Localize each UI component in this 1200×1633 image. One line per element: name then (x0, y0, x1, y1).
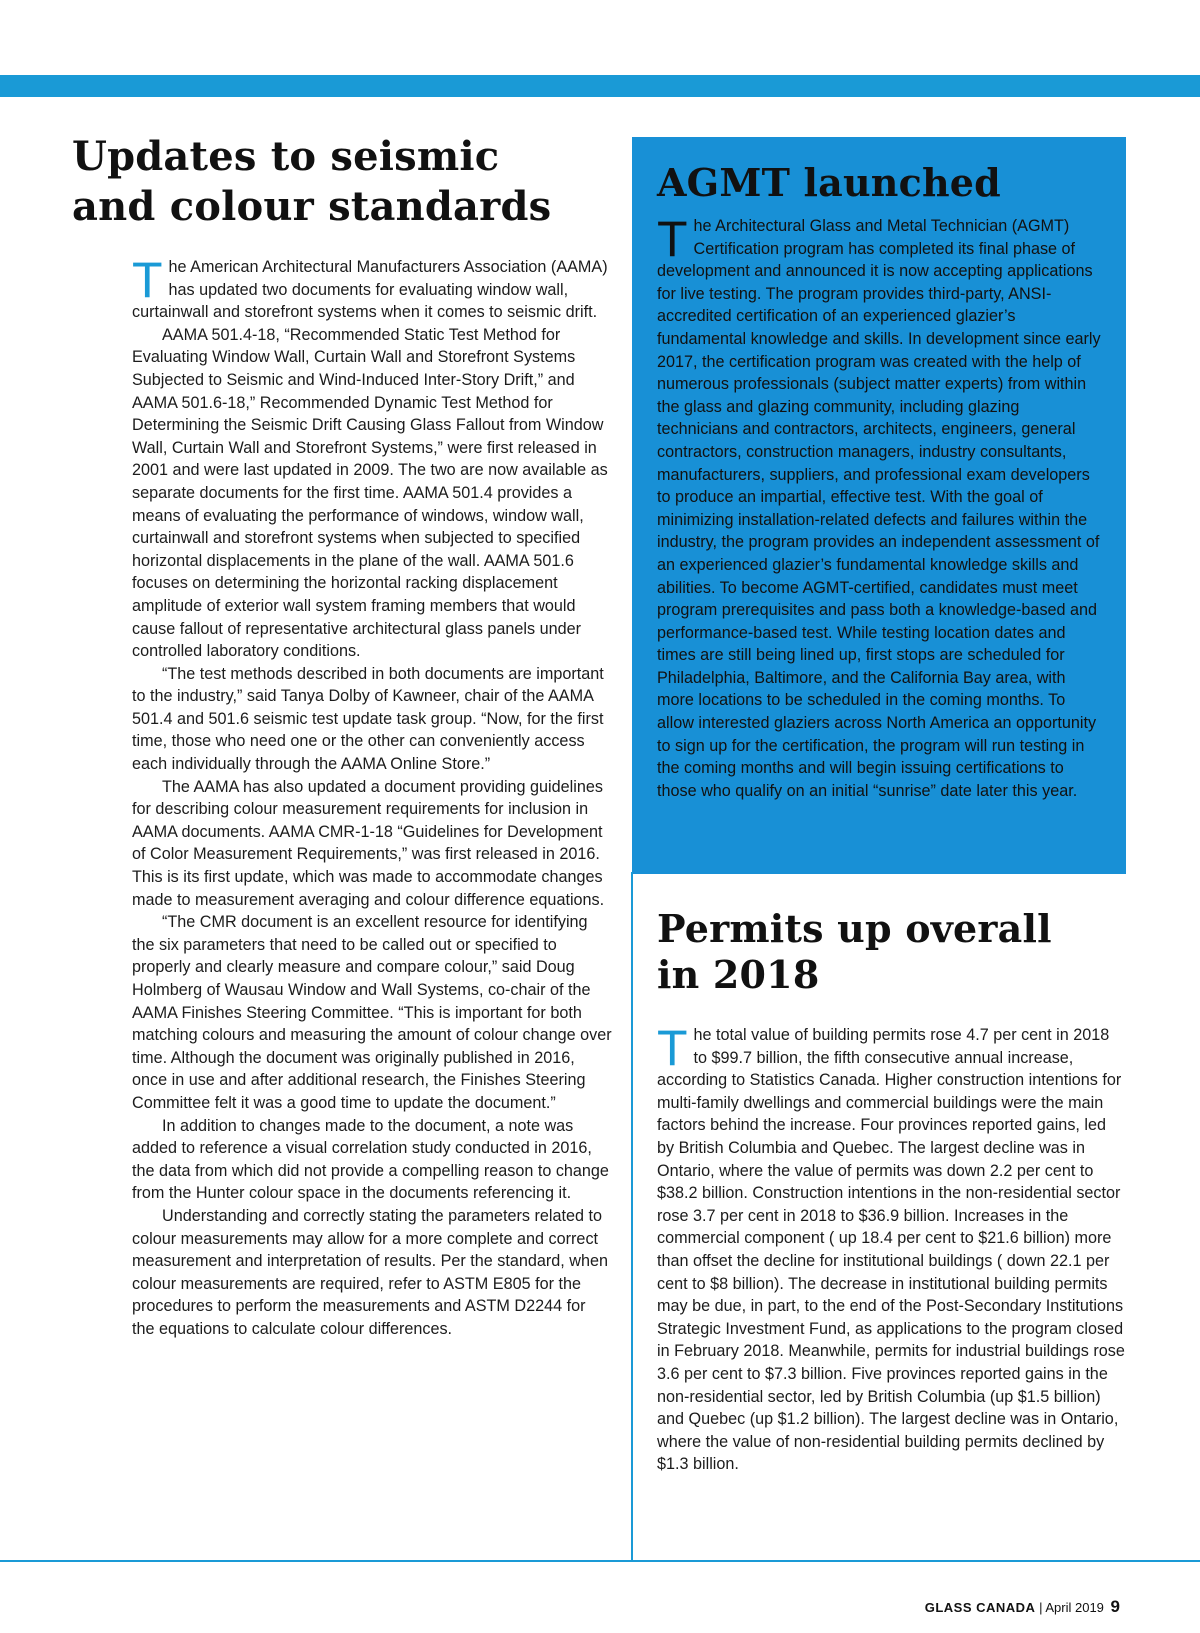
article-paragraph: Understanding and correctly stating the parameters related to colour measurements may allow for a more complete and correct measurement and interpretation of results. Per the standard, when colour measurements are required, refer to ASTM E805 for the procedures to perform the measurements and ASTM D2244 for the equations to calculate colour differences. (132, 1206, 608, 1338)
drop-cap: T (657, 1020, 688, 1076)
article-seismic-colour (72, 132, 612, 1341)
article-body (657, 211, 1104, 802)
article-body (132, 252, 612, 1341)
article-paragraph (132, 252, 612, 324)
issue-date: April 2019 (1045, 1600, 1104, 1615)
article-body (657, 1020, 1127, 1476)
article-paragraph: “The test methods described in both documents are important to the industry,” said Tanya Dolby of Kawneer, chair of the AAMA 501.4 and 501.6 seismic test update task group. “Now, for the first time, those who need one or the other can conveniently access each individually through the AAMA Online Store.” (132, 664, 604, 774)
article-title: AGMT launched (657, 160, 1001, 205)
column-divider (631, 872, 633, 1562)
article-title: Permits up overall in 2018 (657, 906, 1052, 997)
drop-cap: T (657, 211, 688, 267)
footer-separator: | (1039, 1600, 1043, 1615)
article-paragraph (657, 1020, 1127, 1476)
article-permits (657, 906, 1127, 1476)
article-paragraph (657, 211, 1104, 802)
paragraph-text: he Architectural Glass and Metal Technician (AGMT) Certification program has completed its final phase of development and announced it is now accepting applications for live testing. The program provides third-party, ANSI-accredited certification of an experienced glazier’s fundamental knowledge and skills. In development since early 2017, the certification program was created with the help of numerous professionals (subject matter experts) from within the glass and glazing community, including glazing technicians and contractors, architects, engineers, general contractors, construction managers, industry consultants, manufacturers, suppliers, and professional exam developers to produce an impartial, effective test. With the goal of minimizing installation-related defects and failures within the industry, the program provides an independent assessment of an experienced glazier’s fundamental knowledge skills and abilities. To become AGMT-certified, candidates must meet program prerequisites and pass both a knowledge-based and performance-based test. While testing location dates and times are still being lined up, first stops are scheduled for Philadelphia, Baltimore, and the California Bay area, with more locations to be scheduled in the coming months. To allow interested glaziers across North America an opportunity to sign up for the certification, the program will run testing in the coming months and will begin issuing certifications to those who qualify on an initial “sunrise” date later this year. (657, 217, 1101, 800)
footer-rule (0, 1560, 1200, 1562)
article-title: Updates to seismic and colour standards (72, 133, 552, 230)
article-agmt-box (632, 137, 1126, 874)
paragraph-text: he total value of building permits rose 4.7 per cent in 2018 to $99.7 billion, the fifth consecutive annual increase, according to Statistics Canada. Higher construction intentions for multi-family dwellings and commercial buildings were the main factors behind the increase. Four provinces reported gains, led by British Columbia and Quebec. The largest decline was in Ontario, where the value of permits was down 2.2 per cent to $38.2 billion. Construction intentions in the non-residential sector rose 3.7 per cent in 2018 to $36.9 billion. Increases in the commercial component ( up 18.4 per cent to $21.6 billion) more than offset the decline for institutional buildings ( down 22.1 per cent to $8 billion). The decrease in institutional building permits may be due, in part, to the end of the Post-Secondary Institutions Strategic Investment Fund, as applications to the program closed in February 2018. Meanwhile, permits for industrial buildings rose 3.6 per cent to $7.3 billion. Five provinces reported gains in the non-residential sector, led by British Columbia (up $1.5 billion) and Quebec (up $1.2 billion). The largest decline was in Ontario, where the value of non-residential building permits declined by $1.3 billion. (657, 1026, 1125, 1474)
paragraph-text: he American Architectural Manufacturers Association (AAMA) has updated two documents for evaluating window wall, curtainwall and storefront systems when it comes to seismic drift. (132, 258, 608, 322)
article-paragraph: In addition to changes made to the document, a note was added to reference a visual correlation study conducted in 2016, the data from which did not provide a compelling reason to change from the Hunter colour space in the documents referencing it. (132, 1116, 609, 1203)
page-footer (925, 1597, 1120, 1617)
article-paragraph: AAMA 501.4-18, “Recommended Static Test Method for Evaluating Window Wall, Curtain Wall and Storefront Systems Subjected to Seismic and Wind-Induced Inter-Story Drift,” and AAMA 501.6-18,” Recommended Dynamic Test Method for Determining the Seismic Drift Causing Glass Fallout from Window Wall, Curtain Wall and Storefront Systems,” were first released in 2001 and were last updated in 2009. The two are now available as separate documents for the first time. AAMA 501.4 provides a means of evaluating the performance of windows, window wall, curtainwall and storefront systems when subjected to specified horizontal displacements in the plane of the wall. AAMA 501.6 focuses on determining the horizontal racking displacement amplitude of exterior wall system framing members that would cause fallout of representative architectural glass panels under controlled laboratory conditions. (132, 325, 608, 661)
page-number: 9 (1110, 1597, 1120, 1616)
header-accent-bar (0, 75, 1200, 97)
article-paragraph: The AAMA has also updated a document providing guidelines for describing colour measurement requirements for inclusion in AAMA documents. AAMA CMR-1-18 “Guidelines for Development of Color Measurement Requirements,” was first released in 2016. This is its first update, which was made to accommodate changes made to measurement averaging and colour difference equations. (132, 777, 605, 909)
drop-cap: T (132, 252, 163, 308)
magazine-name: GLASS CANADA (924, 1600, 1036, 1615)
article-paragraph: “The CMR document is an excellent resource for identifying the six parameters that need to be called out or specified to properly and clearly measure and compare colour,” said Doug Holmberg of Wausau Window and Wall Systems, co-chair of the AAMA Finishes Steering Committee. “This is important for both matching colours and measuring the amount of colour change over time. Although the document was originally published in 2016, once in use and after additional research, the Finishes Steering Committee felt it was a good time to update the document.” (132, 913, 612, 1112)
